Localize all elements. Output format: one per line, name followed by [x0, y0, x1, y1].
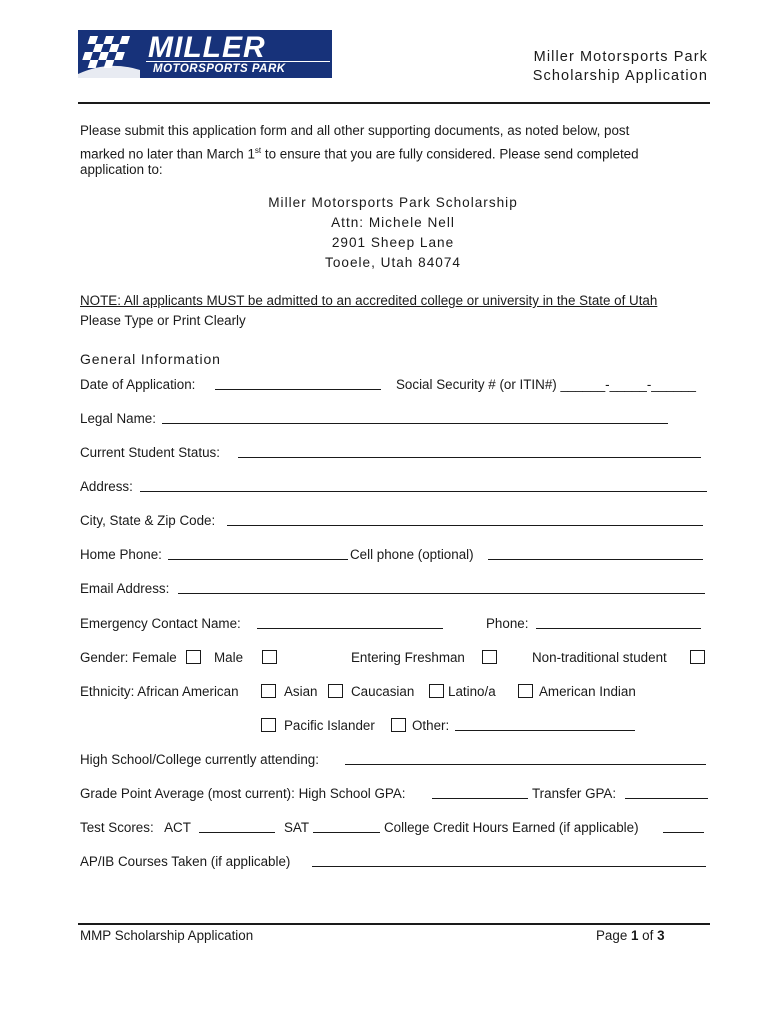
intro-line2 [80, 143, 639, 162]
checkered-flag-icon [78, 30, 140, 78]
gender-female-checkbox[interactable] [186, 650, 201, 664]
address-label: Address: [80, 479, 133, 494]
ethnicity-african-american-label: Ethnicity: African American [80, 684, 239, 699]
header-title-line2: Scholarship Application [532, 68, 708, 84]
cell-phone-field[interactable] [488, 559, 703, 560]
intro-line2b: to ensure that you are fully considered. Please send completed [261, 146, 639, 162]
school-attending-label: High School/College currently attending: [80, 752, 319, 767]
logo-title: MILLER [148, 31, 266, 64]
act-score-field[interactable] [199, 832, 275, 833]
address-line1: Miller Motorsports Park Scholarship [268, 195, 518, 210]
caucasian-label: Caucasian [351, 684, 415, 699]
asian-label: Asian [284, 684, 318, 699]
school-attending-field[interactable] [345, 764, 706, 765]
intro-line2a: marked no later than March 1 [80, 146, 255, 162]
date-of-application-label: Date of Application: [80, 377, 196, 392]
ssn-label: Social Security # (or ITIN#) ______-_____-______ [396, 377, 696, 392]
ap-ib-label: AP/IB Courses Taken (if applicable) [80, 854, 291, 869]
gender-male-label: Male [214, 650, 244, 665]
student-status-label: Current Student Status: [80, 445, 220, 460]
page-prefix: Page [596, 928, 631, 943]
header-title-line1: Miller Motorsports Park [533, 49, 708, 65]
address-field[interactable] [140, 491, 707, 492]
address-line3: 2901 Sheep Lane [331, 235, 455, 250]
other-label: Other: [412, 718, 450, 733]
legal-name-field[interactable] [162, 423, 668, 424]
test-scores-act-label: Test Scores: ACT [80, 820, 191, 835]
non-traditional-label: Non-traditional student [532, 650, 667, 665]
other-field[interactable] [455, 730, 635, 731]
logo-subtitle: MOTORSPORTS PARK [153, 63, 286, 75]
address-line2: Attn: Michele Nell [331, 215, 455, 230]
entering-freshman-checkbox[interactable] [482, 650, 497, 664]
intro-line1: Please submit this application form and all other supporting documents, as noted below, post [80, 123, 630, 138]
miller-logo [78, 30, 332, 78]
header-rule [78, 102, 710, 104]
american-indian-label: American Indian [539, 684, 636, 699]
transfer-gpa-label: Transfer GPA: [532, 786, 617, 801]
asian-checkbox[interactable] [328, 684, 343, 698]
home-phone-field[interactable] [168, 559, 348, 560]
high-school-gpa-field[interactable] [432, 798, 528, 799]
sat-score-field[interactable] [313, 832, 380, 833]
non-traditional-checkbox[interactable] [690, 650, 705, 664]
latino-label: Latino/a [448, 684, 496, 699]
admission-note: NOTE: All applicants MUST be admitted to an accredited college or university in the State of Utah [80, 293, 658, 308]
page-of: of [638, 928, 658, 943]
credit-hours-label: College Credit Hours Earned (if applicable) [384, 820, 639, 835]
phone-field[interactable] [536, 628, 701, 629]
page-indicator [596, 928, 665, 944]
gender-female-label: Gender: Female [80, 650, 177, 665]
home-phone-label: Home Phone: [80, 547, 162, 562]
emergency-contact-field[interactable] [257, 628, 443, 629]
pacific-islander-checkbox[interactable] [261, 718, 276, 732]
city-state-zip-label: City, State & Zip Code: [80, 513, 216, 528]
other-checkbox[interactable] [391, 718, 406, 732]
phone-label: Phone: [486, 616, 529, 631]
intro-superscript: st [254, 146, 262, 155]
gender-male-checkbox[interactable] [262, 650, 277, 664]
emergency-contact-label: Emergency Contact Name: [80, 616, 241, 631]
address-line4: Tooele, Utah 84074 [325, 255, 461, 270]
gpa-label: Grade Point Average (most current): High School GPA: [80, 786, 406, 801]
credit-hours-field[interactable] [663, 832, 704, 833]
sat-label: SAT [284, 820, 310, 835]
section-title: General Information [80, 351, 221, 367]
entering-freshman-label: Entering Freshman [351, 650, 465, 665]
email-label: Email Address: [80, 581, 170, 596]
latino-checkbox[interactable] [518, 684, 533, 698]
logo-divider [146, 61, 330, 62]
intro-line3: application to: [80, 162, 163, 177]
student-status-field[interactable] [238, 457, 701, 458]
footer-title: MMP Scholarship Application [80, 928, 254, 943]
pacific-islander-label: Pacific Islander [284, 718, 375, 733]
page-total: 3 [657, 928, 665, 943]
ap-ib-field[interactable] [312, 866, 706, 867]
print-note: Please Type or Print Clearly [80, 313, 246, 328]
cell-phone-label: Cell phone (optional) [350, 547, 474, 562]
transfer-gpa-field[interactable] [625, 798, 708, 799]
city-state-zip-field[interactable] [227, 525, 703, 526]
caucasian-checkbox[interactable] [429, 684, 444, 698]
legal-name-label: Legal Name: [80, 411, 156, 426]
african-american-checkbox[interactable] [261, 684, 276, 698]
email-field[interactable] [178, 593, 705, 594]
footer-rule [78, 923, 710, 925]
date-of-application-field[interactable] [215, 389, 381, 390]
page-number: 1 [631, 928, 639, 943]
